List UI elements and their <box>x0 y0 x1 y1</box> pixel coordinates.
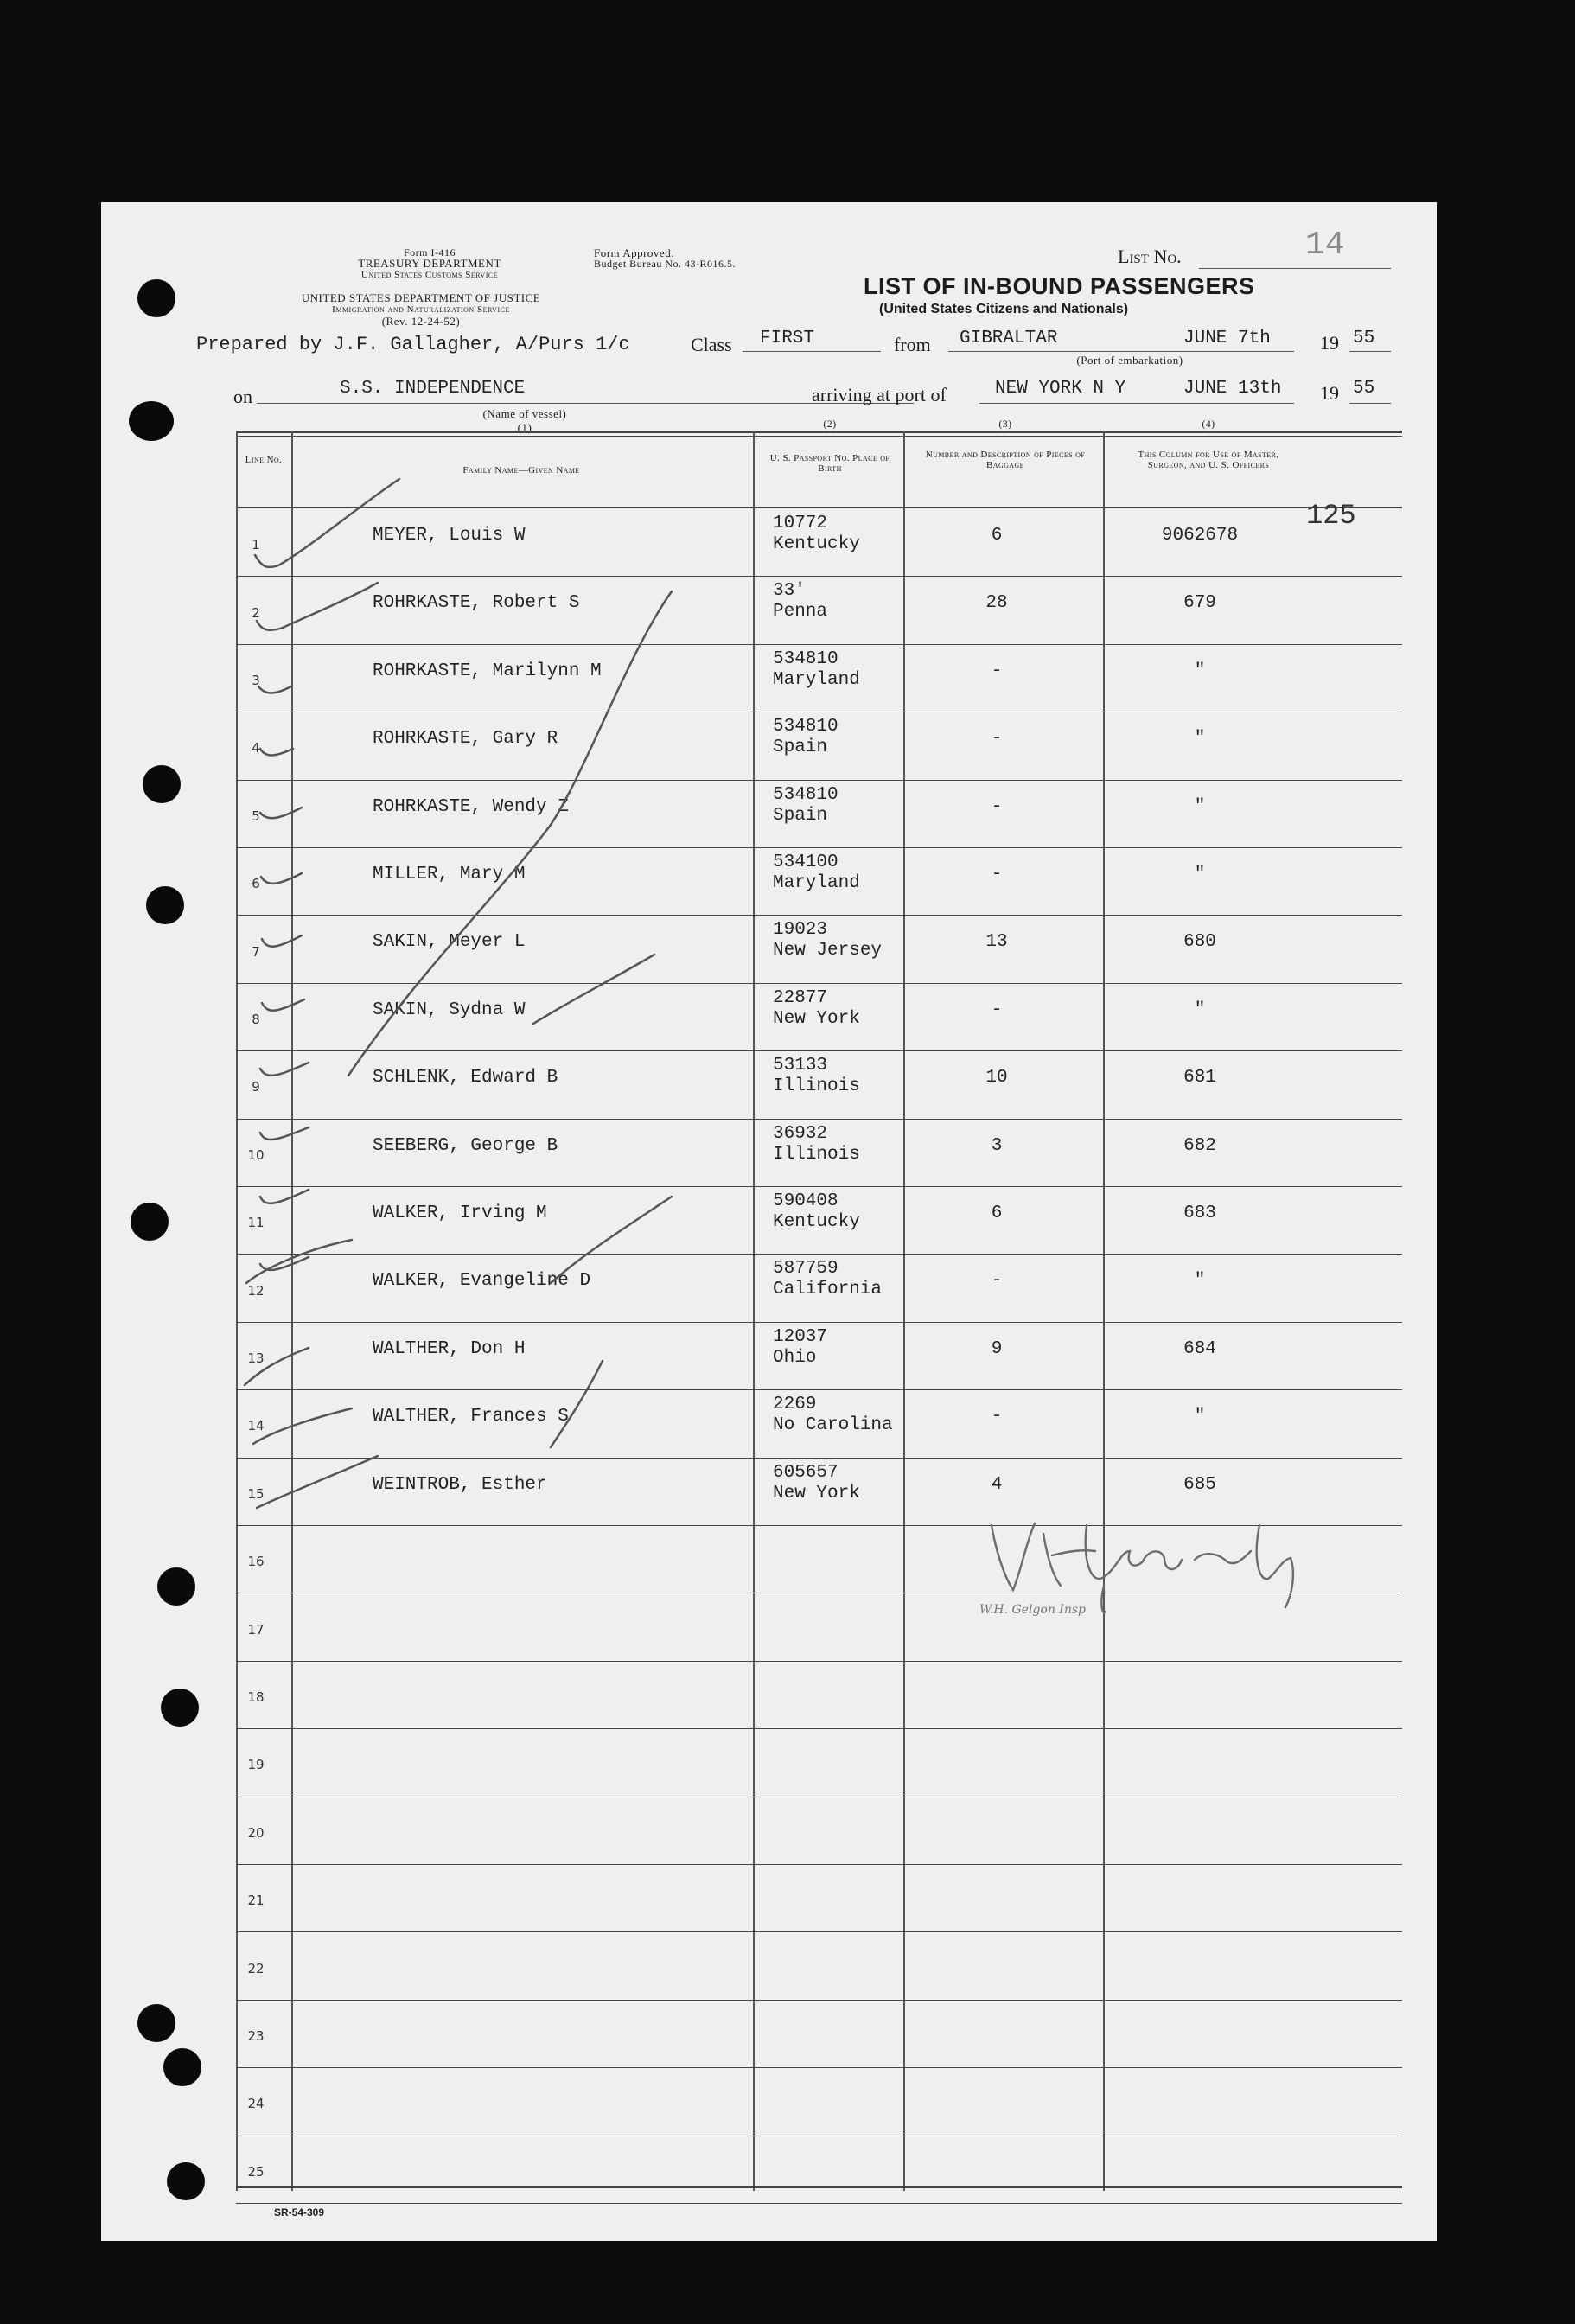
passenger-name: SAKIN, Sydna W <box>373 999 526 1020</box>
line-number: 17 <box>247 1621 265 1638</box>
form-title: LIST OF IN-BOUND PASSENGERS <box>864 273 1255 299</box>
place-of-birth: Maryland <box>773 669 860 690</box>
list-no-label: List No. <box>1118 246 1182 267</box>
vessel-caption: (Name of vessel) <box>482 407 567 420</box>
punch-hole <box>143 765 181 803</box>
official-use: 683 <box>1183 1204 1216 1223</box>
place-of-birth: No Carolina <box>773 1415 893 1436</box>
place-of-birth: Ohio <box>773 1347 817 1368</box>
class-label: Class <box>691 334 732 355</box>
port-embark-caption: (Port of embarkation) <box>1076 354 1183 367</box>
punch-hole <box>163 2048 201 2086</box>
place-of-birth: California <box>773 1280 883 1300</box>
official-use: 680 <box>1183 932 1216 953</box>
treasury-dept: TREASURY DEPARTMENT <box>358 257 501 270</box>
year-value-1: 55 <box>1353 329 1375 348</box>
line-number: 13 <box>247 1350 265 1366</box>
passenger-name: ROHRKASTE, Robert S <box>373 593 580 614</box>
baggage-count: - <box>991 796 1003 817</box>
baggage-count: 4 <box>991 1474 1003 1495</box>
passport-number: 534810 <box>773 717 839 737</box>
line-number: 23 <box>247 2027 265 2044</box>
inspector-signature <box>974 1499 1320 1620</box>
baggage-count: - <box>991 1271 1003 1292</box>
line-number: 8 <box>252 1011 260 1027</box>
passenger-name: ROHRKASTE, Wendy Z <box>373 796 569 817</box>
punch-hole <box>167 2162 205 2200</box>
passport-number: 605657 <box>773 1462 839 1483</box>
official-use: 684 <box>1183 1338 1216 1359</box>
passport-number: 534810 <box>773 784 839 805</box>
official-use: 685 <box>1183 1474 1216 1495</box>
line-number: 11 <box>247 1215 265 1231</box>
passport-number: 19023 <box>773 920 828 941</box>
passenger-name: SAKIN, Meyer L <box>373 932 526 953</box>
line-number: 18 <box>247 1689 265 1705</box>
passenger-name: SCHLENK, Edward B <box>373 1068 558 1089</box>
punch-hole <box>129 401 174 441</box>
header-name: Family Name—Given Name <box>462 465 580 476</box>
place-of-birth: Spain <box>773 805 828 826</box>
header-baggage-colno: (3) <box>998 418 1012 430</box>
baggage-count: 6 <box>991 1204 1003 1223</box>
passenger-name: WALKER, Irving M <box>373 1204 547 1223</box>
place-of-birth: Maryland <box>773 873 860 893</box>
form-subtitle: (United States Citizens and Nationals) <box>879 302 1129 316</box>
line-number: 1 <box>252 537 260 553</box>
prepared-by: Prepared by J.F. Gallagher, A/Purs 1/c <box>196 334 630 355</box>
official-use: " <box>1194 729 1206 750</box>
line-number: 22 <box>247 1960 265 1976</box>
corner-note: 125 <box>1306 500 1356 532</box>
passport-number: 36932 <box>773 1123 828 1144</box>
line-number: 14 <box>247 1418 265 1434</box>
form-footer-code: SR-54-309 <box>274 2206 325 2219</box>
arrival-port: NEW YORK N Y <box>995 379 1126 399</box>
place-of-birth: Illinois <box>773 1144 860 1165</box>
baggage-count: 9 <box>991 1338 1003 1359</box>
official-use: " <box>1194 999 1206 1020</box>
line-number: 3 <box>252 672 260 688</box>
header-line-no: Line No. <box>245 455 283 465</box>
place-of-birth: Kentucky <box>773 534 860 554</box>
manifest-page <box>101 202 1437 2241</box>
baggage-count: - <box>991 999 1003 1020</box>
passenger-name: ROHRKASTE, Gary R <box>373 729 558 750</box>
form-number: Form I-416 <box>404 246 456 259</box>
place-of-birth: Penna <box>773 602 828 622</box>
official-use: 9062678 <box>1161 526 1239 546</box>
line-number: 5 <box>252 808 260 824</box>
baggage-count: - <box>991 1407 1003 1427</box>
embark-port: GIBRALTAR <box>960 329 1058 348</box>
header-passport-colno: (2) <box>823 418 837 430</box>
punch-hole <box>131 1203 169 1241</box>
place-of-birth: Kentucky <box>773 1212 860 1232</box>
official-use: 682 <box>1183 1135 1216 1156</box>
passport-number: 22877 <box>773 987 828 1008</box>
vessel-name: S.S. INDEPENDENCE <box>340 379 526 399</box>
passenger-name: MILLER, Mary M <box>373 865 526 884</box>
form-approved: Form Approved. <box>594 246 674 259</box>
baggage-count: 10 <box>985 1068 1008 1089</box>
passenger-name: SEEBERG, George B <box>373 1135 558 1156</box>
header-use: This Column for Use of Master, Surgeon, and U. S. Officers <box>1138 450 1279 470</box>
arrival-date: JUNE 13th <box>1183 379 1282 399</box>
punch-hole <box>137 279 175 317</box>
baggage-count: 28 <box>985 593 1008 614</box>
line-number: 9 <box>252 1079 260 1095</box>
punch-hole <box>161 1689 199 1727</box>
passenger-name: WEINTROB, Esther <box>373 1474 547 1495</box>
header-baggage: Number and Description of Pieces of Baggage <box>925 450 1086 470</box>
year-prefix-1: 19 <box>1320 332 1339 354</box>
line-number: 7 <box>252 943 260 960</box>
baggage-count: 3 <box>991 1135 1003 1156</box>
line-number: 10 <box>247 1146 265 1163</box>
customs-service: United States Customs Service <box>360 270 499 280</box>
line-number: 12 <box>247 1282 265 1299</box>
class-value: FIRST <box>760 329 815 348</box>
official-use: " <box>1194 1271 1206 1292</box>
year-prefix-2: 19 <box>1320 382 1339 404</box>
place-of-birth: New York <box>773 1008 860 1029</box>
header-passport: U. S. Passport No. Place of Birth <box>769 453 890 474</box>
passport-number: 2269 <box>773 1395 817 1415</box>
line-number: 6 <box>252 876 260 892</box>
line-number: 15 <box>247 1485 265 1502</box>
line-number: 20 <box>247 1824 265 1841</box>
year-value-2: 55 <box>1353 379 1375 399</box>
passenger-name: ROHRKASTE, Marilynn M <box>373 661 602 681</box>
passenger-name: WALTHER, Don H <box>373 1338 526 1359</box>
place-of-birth: New York <box>773 1483 860 1504</box>
baggage-count: - <box>991 865 1003 884</box>
passport-number: 53133 <box>773 1056 828 1076</box>
line-number: 25 <box>247 2163 265 2180</box>
line-number: 2 <box>252 604 260 621</box>
official-use: 681 <box>1183 1068 1216 1089</box>
line-number: 16 <box>247 1554 265 1570</box>
header-use-colno: (4) <box>1202 418 1215 430</box>
handwritten-check-marks <box>101 202 1437 2241</box>
passport-number: 33' <box>773 581 806 602</box>
place-of-birth: Spain <box>773 737 828 758</box>
passenger-name: WALKER, Evangeline D <box>373 1271 591 1292</box>
baggage-count: 13 <box>985 932 1008 953</box>
official-use: 679 <box>1183 593 1216 614</box>
passport-number: 10772 <box>773 514 828 533</box>
list-no-handwritten: 14 <box>1305 227 1345 264</box>
line-number: 4 <box>252 740 260 757</box>
official-use: " <box>1194 1407 1206 1427</box>
passport-number: 587759 <box>773 1259 839 1280</box>
vessel-colno: (1) <box>517 421 532 434</box>
passenger-name: WALTHER, Frances S <box>373 1407 569 1427</box>
signature-text: W.H. Gelgon Insp <box>979 1603 1086 1617</box>
justice-dept: UNITED STATES DEPARTMENT OF JUSTICE <box>301 291 541 304</box>
budget-bureau: Budget Bureau No. 43-R016.5. <box>594 258 736 270</box>
passport-number: 534100 <box>773 852 839 872</box>
punch-hole <box>137 2004 175 2042</box>
baggage-count: 6 <box>991 526 1003 546</box>
on-label: on <box>233 386 252 407</box>
baggage-count: - <box>991 661 1003 681</box>
official-use: " <box>1194 661 1206 681</box>
line-number: 21 <box>247 1893 265 1909</box>
depart-date: JUNE 7th <box>1183 329 1271 348</box>
from-label: from <box>894 334 931 355</box>
punch-hole <box>157 1567 195 1606</box>
place-of-birth: Illinois <box>773 1076 860 1097</box>
punch-hole <box>146 886 184 924</box>
ins-service: Immigration and Naturalization Service <box>332 304 510 315</box>
official-use: " <box>1194 865 1206 884</box>
place-of-birth: New Jersey <box>773 941 883 961</box>
arriving-label: arriving at port of <box>812 384 947 405</box>
passport-number: 590408 <box>773 1191 839 1211</box>
revision: (Rev. 12-24-52) <box>381 315 461 328</box>
line-number: 24 <box>247 2096 265 2112</box>
passport-number: 534810 <box>773 648 839 669</box>
passport-number: 12037 <box>773 1326 828 1347</box>
line-number: 19 <box>247 1757 265 1773</box>
baggage-count: - <box>991 729 1003 750</box>
passenger-name: MEYER, Louis W <box>373 526 526 546</box>
official-use: " <box>1194 796 1206 817</box>
